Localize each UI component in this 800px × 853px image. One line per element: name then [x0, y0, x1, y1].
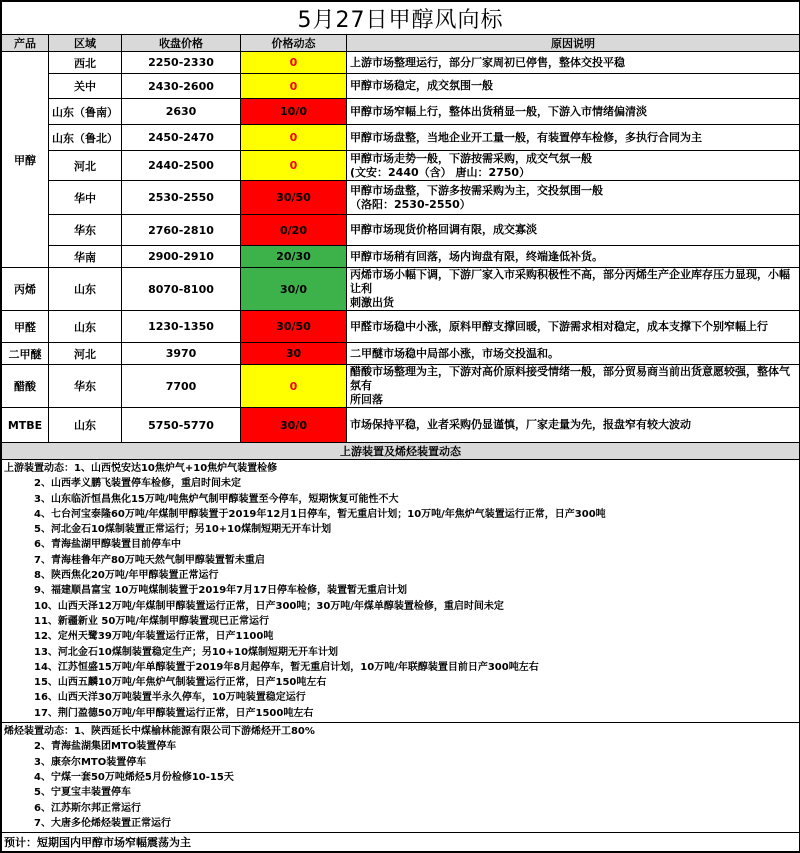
list-item: 4、七台河宝泰隆60万吨/年煤制甲醇装置于2019年12月1日停车，暂无重启计划；10万吨/年焦炉气装置运行正常，日产300吨 — [34, 508, 606, 520]
price-cell: 5750-5770 — [122, 408, 241, 443]
table-row — [2, 343, 800, 365]
reason-line: 所回落 — [350, 393, 383, 406]
table-row — [2, 365, 800, 408]
change-cell: 0 — [241, 52, 347, 74]
list-item: 3、山东临沂恒昌焦化15万吨/吨焦炉气制甲醇装置至今停车，短期恢复可能性不大 — [34, 493, 399, 505]
reason-cell — [347, 151, 800, 181]
list-item: 5、宁夏宝丰装置停车 — [34, 787, 131, 799]
region-cell: 河北 — [49, 151, 122, 181]
reason-line: 刺激出货 — [350, 296, 394, 309]
reason-cell: 市场保持平稳，业者采购仍显谨慎，厂家走量为先，报盘窄有较大波动 — [347, 408, 800, 443]
list-item: 7、青海桂鲁年产80万吨天然气制甲醇装置暂未重启 — [34, 554, 265, 566]
reason-line: (文安：2440（含） 唐山：2750） — [350, 165, 531, 179]
list-item: 14、江苏恒盛15万吨/年单醇装置于2019年8月起停车，暂无重启计划，10万吨/年联醇装置目前日产300吨左右 — [34, 661, 539, 673]
section-title: 上游装置及烯烃装置动态 — [2, 443, 800, 460]
product-cell: 甲醇 — [2, 52, 49, 268]
list-item: 2、山西孝义鹏飞装置停车检修，重启时间未定 — [34, 478, 241, 490]
list-item: 6、江苏斯尔邦正常运行 — [34, 802, 141, 814]
list-item: 10、山西天泽12万吨/年煤制甲醇装置运行正常，日产300吨；30万吨/年煤单醇装置检修，重启时间未定 — [34, 600, 504, 612]
table-row — [2, 246, 800, 268]
reason-line: 丙烯市场小幅下调，下游厂家入市采购积极性不高，部分丙烯生产企业库存压力显现，小幅让利 — [350, 268, 790, 295]
list-item: 16、山西天洋30万吨装置半永久停车，10万吨装置稳定运行 — [34, 692, 306, 704]
header-region: 区域 — [49, 35, 122, 52]
product-cell: 甲醛 — [2, 311, 49, 343]
list-item: 4、宁煤一套50万吨烯烃5月份检修10-15天 — [34, 771, 234, 783]
product-cell: MTBE — [2, 408, 49, 443]
list-item: 上游装置动态：1、山西悦安达10焦炉气+10焦炉气装置检修 — [4, 463, 278, 474]
list-item: 3、康奈尔MTO装置停车 — [34, 756, 147, 768]
reason-cell: 二甲醚市场稳中局部小涨，市场交投温和。 — [347, 343, 800, 365]
price-cell: 2440-2500 — [122, 151, 241, 181]
header-reason: 原因说明 — [347, 35, 800, 52]
reason-line: （洛阳：2530-2550） — [350, 197, 471, 211]
price-cell: 1230-1350 — [122, 311, 241, 343]
list-item: 烯烃装置动态：1、陕西延长中煤榆林能源有限公司下游烯烃开工80% — [4, 726, 315, 738]
change-cell: 30 — [241, 343, 347, 365]
list-item: 12、定州天鹭39万吨/年装置运行正常，日产1100吨 — [34, 631, 274, 643]
price-cell: 2450-2470 — [122, 125, 241, 151]
reason-cell: 甲醛市场稳中小涨，原料甲醇支撑回暖，下游需求相对稳定，成本支撑下个别窄幅上行 — [347, 311, 800, 343]
list-item: 9、福建顺昌富宝 10万吨煤制装置于2019年7月17日停车检修，装置暂无重启计划 — [34, 585, 408, 597]
list-item: 6、青海盐湖甲醇装置目前停车中 — [34, 539, 181, 551]
list-item: 13、河北金石10煤制装置稳定生产；另10+10煤制短期无开车计划 — [34, 646, 339, 658]
olefin-list — [2, 723, 800, 833]
table-row — [2, 151, 800, 181]
list-item: 11、新疆新业 50万吨/年煤制甲醇装置现已正常运行 — [34, 615, 269, 627]
price-cell: 2250-2330 — [122, 52, 241, 74]
list-item: 5、河北金石10煤制装置正常运行；另10+10煤制短期无开车计划 — [34, 524, 332, 536]
table-row — [2, 408, 800, 443]
change-cell: 30/0 — [241, 268, 347, 311]
price-cell: 3970 — [122, 343, 241, 365]
region-cell: 河北 — [49, 343, 122, 365]
change-cell: 0 — [241, 125, 347, 151]
list-item: 15、山西五麟10万吨/年焦炉气制装置运行正常，日产150吨左右 — [34, 677, 327, 689]
region-cell: 山东 — [49, 408, 122, 443]
region-cell: 山东 — [49, 268, 122, 311]
region-cell: 华东 — [49, 365, 122, 408]
reason-cell: 甲醇市场现货价格回调有限，成交寡淡 — [347, 215, 800, 246]
product-cell: 二甲醚 — [2, 343, 49, 365]
reason-line: 醋酸市场整理为主，下游对高价原料接受情绪一般，部分贸易商当前出货意愿较强，整体气氛有 — [350, 365, 790, 392]
price-table — [1, 1, 800, 852]
change-cell: 20/30 — [241, 246, 347, 268]
price-cell: 2760-2810 — [122, 215, 241, 246]
list-item: 8、陕西焦化20万吨/年甲醇装置正常运行 — [34, 570, 219, 582]
reason-cell: 甲醇市场稍有回落，场内询盘有限，终端逢低补货。 — [347, 246, 800, 268]
change-cell: 10/0 — [241, 99, 347, 125]
table-row — [2, 215, 800, 246]
table-row — [2, 181, 800, 215]
product-cell: 丙烯 — [2, 268, 49, 311]
reason-cell: 上游市场整理运行，部分厂家周初已停售，整体交投平稳 — [347, 52, 800, 74]
reason-cell: 甲醇市场稳定，成交氛围一般 — [347, 74, 800, 99]
price-cell: 7700 — [122, 365, 241, 408]
region-cell: 华中 — [49, 181, 122, 215]
region-cell: 华东 — [49, 215, 122, 246]
list-item: 7、大唐多伦烯烃装置正常运行 — [34, 817, 171, 829]
region-cell: 山东（鲁南） — [49, 99, 122, 125]
change-cell: 0 — [241, 365, 347, 408]
change-cell: 0 — [241, 74, 347, 99]
table-header — [2, 35, 800, 52]
product-cell: 醋酸 — [2, 365, 49, 408]
reason-cell — [347, 181, 800, 215]
change-cell: 30/50 — [241, 181, 347, 215]
table-row — [2, 74, 800, 99]
region-cell: 华南 — [49, 246, 122, 268]
reason-cell: 甲醇市场盘整，当地企业开工量一般，有装置停车检修，多执行合同为主 — [347, 125, 800, 151]
table-row — [2, 99, 800, 125]
reason-line: 甲醇市场走势一般，下游按需采购，成交气氛一般 — [350, 151, 592, 165]
forecast-note: 预计：短期国内甲醇市场窄幅震荡为主 — [2, 833, 800, 852]
header-price: 收盘价格 — [122, 35, 241, 52]
header-change: 价格动态 — [241, 35, 347, 52]
list-item: 2、青海盐湖集团MTO装置停车 — [34, 741, 177, 753]
table-row — [2, 125, 800, 151]
region-cell: 山东（鲁北） — [49, 125, 122, 151]
header-product: 产品 — [2, 35, 49, 52]
table-row — [2, 268, 800, 311]
price-cell: 2530-2550 — [122, 181, 241, 215]
price-cell: 2430-2600 — [122, 74, 241, 99]
reason-cell — [347, 268, 800, 311]
region-cell: 山东 — [49, 311, 122, 343]
table-row — [2, 52, 800, 74]
price-cell: 2900-2910 — [122, 246, 241, 268]
reason-cell — [347, 365, 800, 408]
upstream-list — [2, 460, 800, 723]
list-item: 17、荆门盈德50万吨/年甲醇装置运行正常，日产1500吨左右 — [34, 707, 314, 719]
reason-cell: 甲醇市场窄幅上行，整体出货稍显一般，下游入市情绪偏清淡 — [347, 99, 800, 125]
table-row — [2, 311, 800, 343]
change-cell: 30/50 — [241, 311, 347, 343]
change-cell: 0/20 — [241, 215, 347, 246]
region-cell: 西北 — [49, 52, 122, 74]
change-cell: 0 — [241, 151, 347, 181]
change-cell: 30/0 — [241, 408, 347, 443]
price-cell: 2630 — [122, 99, 241, 125]
price-cell: 8070-8100 — [122, 268, 241, 311]
page-title: 5月27日甲醇风向标 — [2, 2, 800, 35]
region-cell: 关中 — [49, 74, 122, 99]
reason-line: 甲醇市场盘整，下游多按需采购为主，交投氛围一般 — [350, 183, 603, 197]
